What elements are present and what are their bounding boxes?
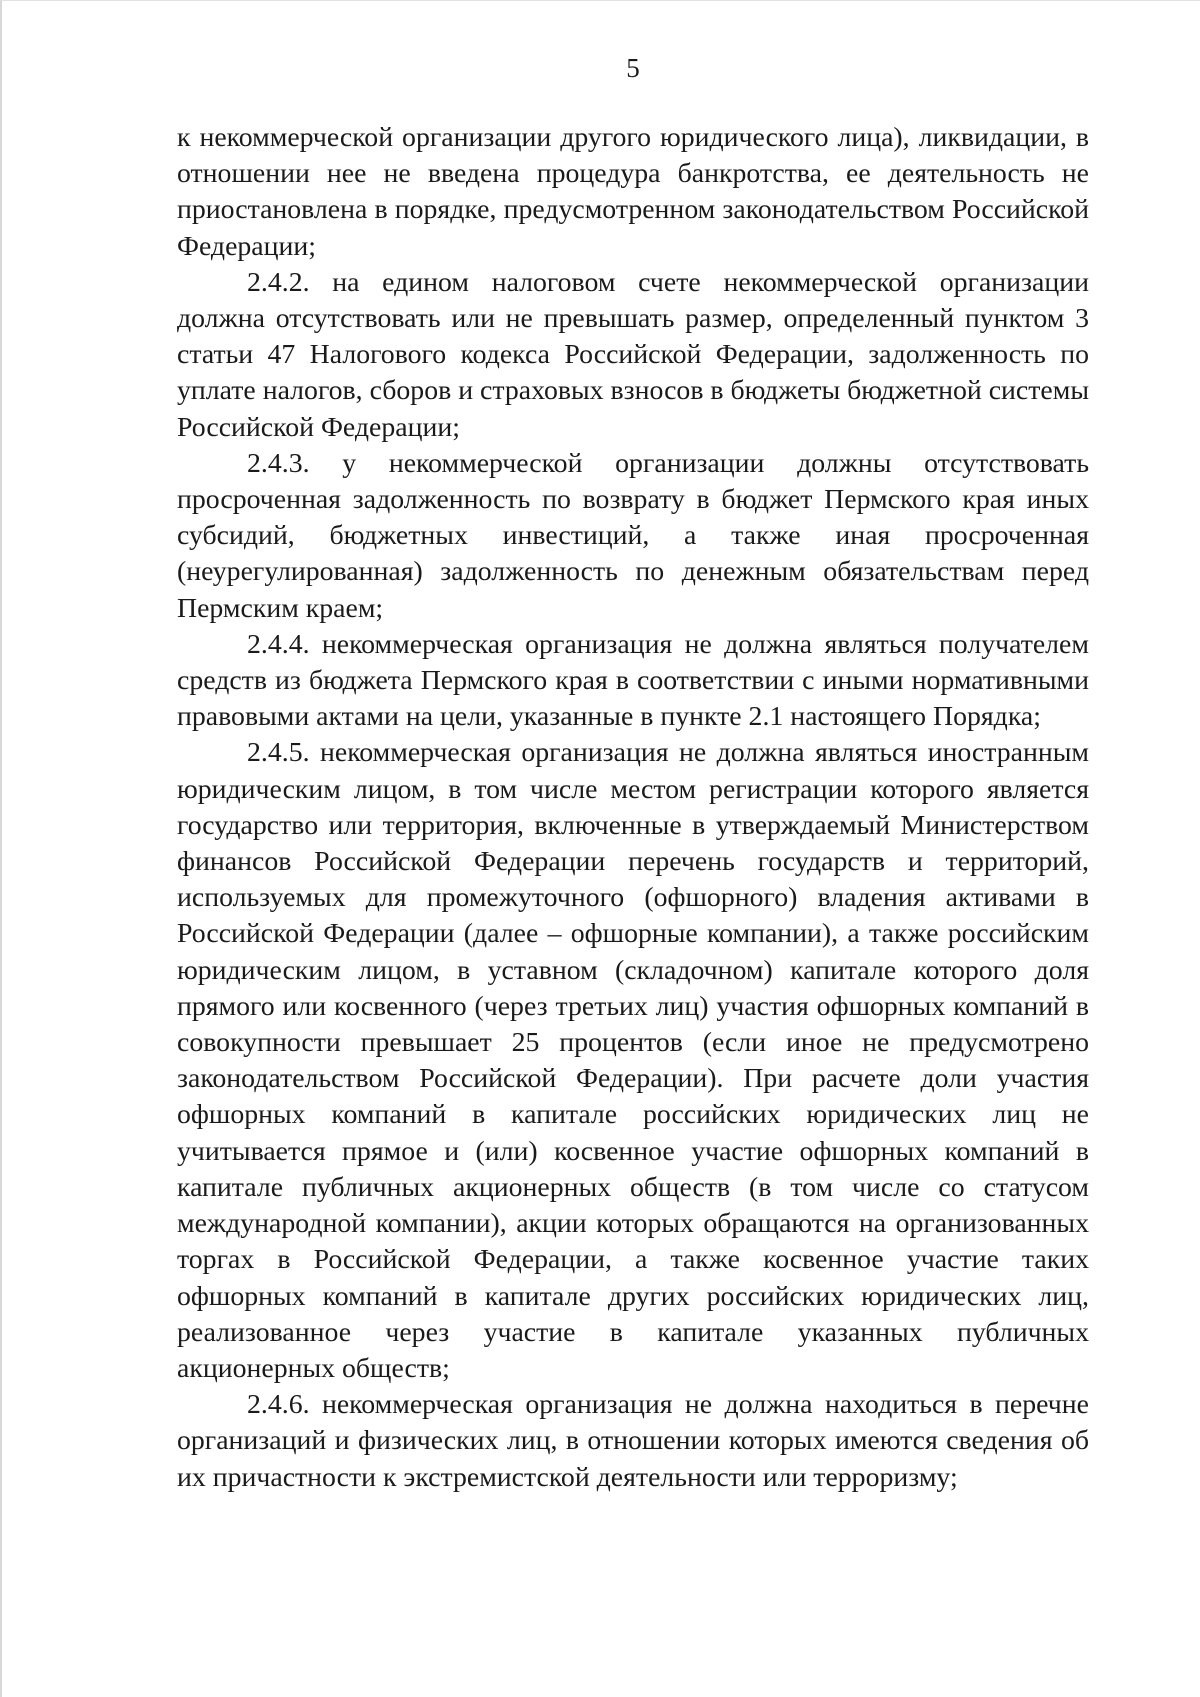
paragraph-2-4-6: 2.4.6. некоммерческая организация не должна находиться в перечне организаций и физических лиц, в отношении которых имеются сведения об их причастности к экстремистской деятельности или терроризму; (177, 1389, 1089, 1493)
document-body (177, 120, 1089, 1496)
paragraph-2-4-3: 2.4.3. у некоммерческой организации должны отсутствовать просроченная задолженность по возврату в бюджет Пермского края иных субсидий, бюджетных инвестиций, а также иная просроченная (неурегулированная) задолженность по денежным обязательствам перед Пермским краем; (177, 447, 1089, 624)
paragraph-2-4-5: 2.4.5. некоммерческая организация не должна являться иностранным юридическим лицом, в том числе местом регистрации которого является государство или территория, включенные в утверждаемый Министерством финансов Российской Федерации перечень государств и территорий, используемых для промежуточного (офшорного) владения активами в Российской Федерации (далее – офшорные компании), а также российским юридическим лицом, в уставном (складочном) капитале которого доля прямого или косвенного (через третьих лиц) участия офшорных компаний в совокупности превышает 25 процентов (если иное не предусмотрено законодательством Российской Федерации). При расчете доли участия офшорных компаний в капитале российских юридических лиц не учитывается прямое и (или) косвенное участие офшорных компаний в капитале публичных акционерных обществ (в том числе со статусом международной компании), акции которых обращаются на организованных торгах в Российской Федерации, а также косвенное участие таких офшорных компаний в капитале других российских юридических лиц, реализованное через участие в капитале указанных публичных акционерных обществ; (177, 737, 1089, 1384)
paragraph-continuation: к некоммерческой организации другого юридического лица), ликвидации, в отношении нее не введена процедура банкротства, ее деятельность не приостановлена в порядке, предусмотренном законодательством Российской Федерации; (177, 122, 1089, 262)
paragraph-2-4-2: 2.4.2. на едином налоговом счете некоммерческой организации должна отсутствовать или не превышать размер, определенный пунктом 3 статьи 47 Налогового кодекса Российской Федерации, задолженность по уплате налогов, сборов и страховых взносов в бюджеты бюджетной системы Российской Федерации; (177, 266, 1089, 443)
page-number: 5 (626, 53, 640, 83)
paragraph-2-4-4: 2.4.4. некоммерческая организация не должна являться получателем средств из бюджета Пермского края в соответствии с иными нормативными правовыми актами на цели, указанные в пункте 2.1 настоящего Порядка; (177, 628, 1089, 733)
